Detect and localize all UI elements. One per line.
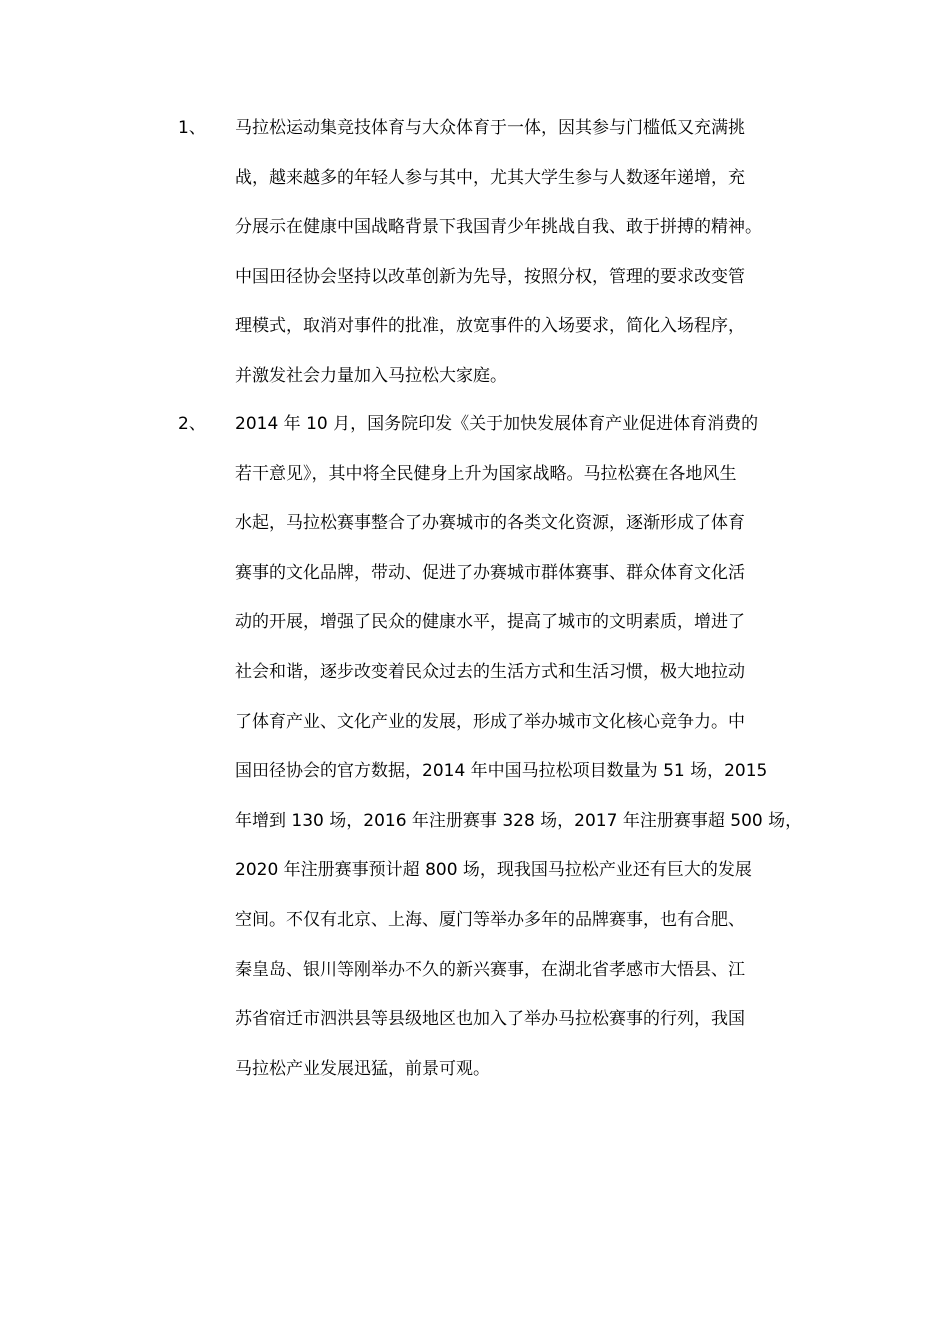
paragraph (235, 104, 835, 402)
text-line: 秦皇岛、银川等刚举办不久的新兴赛事，在湖北省孝感市大悟县、江 (235, 959, 745, 980)
text-line: 赛事的文化品牌，带动、促进了办赛城市群体赛事、群众体育文化活 (235, 562, 745, 583)
list-item-number: 2、 (178, 414, 206, 434)
text-line: 马拉松运动集竞技体育与大众体育于一体，因其参与门槛低又充满挑 (235, 118, 745, 138)
text-line: 苏省宿迁市泗洪县等县级地区也加入了举办马拉松赛事的行列，我国 (235, 1009, 745, 1030)
list-item-number: 1、 (178, 118, 206, 138)
text-line: 空间。不仅有北京、上海、厦门等举办多年的品牌赛事，也有合肥、 (235, 909, 745, 930)
text-line: 了体育产业、文化产业的发展，形成了举办城市文化核心竞争力。中 (235, 711, 745, 732)
text-line: 年增到 130 场，2016 年注册赛事 328 场，2017 年注册赛事超 500 场， (235, 810, 803, 831)
text-line: 社会和谐，逐步改变着民众过去的生活方式和生活习惯，极大地拉动 (235, 661, 745, 682)
text-line: 2020 年注册赛事预计超 800 场，现我国马拉松产业还有巨大的发展 (235, 860, 752, 881)
text-line: 若干意见》，其中将全民健身上升为国家战略。马拉松赛在各地风生 (235, 463, 737, 484)
text-line: 并激发社会力量加入马拉松大家庭。 (235, 365, 507, 386)
text-line: 动的开展，增强了民众的健康水平，提高了城市的文明素质，增进了 (235, 612, 745, 633)
text-line: 国田径协会的官方数据，2014 年中国马拉松项目数量为 51 场，2015 (235, 761, 768, 782)
text-line: 分展示在健康中国战略背景下我国青少年挑战自我、敢于拼搏的精神。 (235, 217, 762, 238)
text-line: 战，越来越多的年轻人参与其中，尤其大学生参与人数逐年递增，充 (235, 167, 745, 188)
text-line: 2014 年 10 月，国务院印发《关于加快发展体育产业促进体育消费的 (235, 414, 759, 434)
text-line: 中国田径协会坚持以改革创新为先导，按照分权，管理的要求改变管 (235, 266, 745, 287)
text-line: 理模式，取消对事件的批准，放宽事件的入场要求，简化入场程序， (235, 316, 745, 337)
paragraph (235, 400, 835, 1094)
text-line: 马拉松产业发展迅猛，前景可观。 (235, 1058, 490, 1079)
text-line: 水起，马拉松赛事整合了办赛城市的各类文化资源，逐渐形成了体育 (235, 513, 745, 534)
